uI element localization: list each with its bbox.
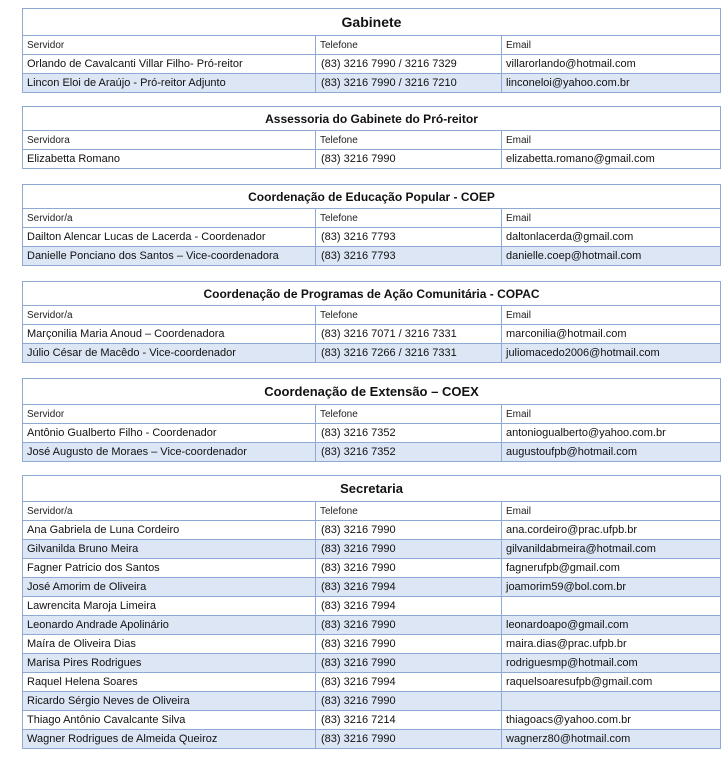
email-cell: marconilia@hotmail.com	[502, 325, 721, 344]
email-cell: antoniogualberto@yahoo.com.br	[502, 424, 721, 443]
name-cell: Júlio César de Macêdo - Vice-coordenador	[23, 344, 316, 363]
table-row	[23, 559, 721, 578]
header-servidor: Servidor/a	[23, 306, 316, 325]
section-title-row	[23, 476, 721, 502]
section-title-row	[23, 185, 721, 209]
section-table-coordenacao-de-extensao-coex	[22, 378, 721, 462]
phone-cell: (83) 3216 7990	[316, 692, 502, 711]
table-row	[23, 150, 721, 169]
section-title-row	[23, 107, 721, 131]
section-title: Coordenação de Educação Popular - COEP	[23, 185, 721, 209]
column-header-row	[23, 36, 721, 55]
name-cell: Danielle Ponciano dos Santos – Vice-coordenadora	[23, 247, 316, 266]
phone-cell: (83) 3216 7990	[316, 730, 502, 749]
name-cell: Maíra de Oliveira Dias	[23, 635, 316, 654]
table-row	[23, 540, 721, 559]
header-telefone: Telefone	[316, 306, 502, 325]
column-header-row	[23, 209, 721, 228]
email-cell: juliomacedo2006@hotmail.com	[502, 344, 721, 363]
phone-cell: (83) 3216 7266 / 3216 7331	[316, 344, 502, 363]
table-row	[23, 635, 721, 654]
section-table-gabinete	[22, 8, 721, 93]
email-cell: villarorlando@hotmail.com	[502, 55, 721, 74]
section-table-assessoria-do-gabinete-do-pro-reitor	[22, 106, 721, 169]
phone-cell: (83) 3216 7990	[316, 559, 502, 578]
email-cell: rodriguesmp@hotmail.com	[502, 654, 721, 673]
header-servidor: Servidor/a	[23, 209, 316, 228]
phone-cell: (83) 3216 7990	[316, 616, 502, 635]
table-row	[23, 344, 721, 363]
phone-cell: (83) 3216 7994	[316, 578, 502, 597]
email-cell: wagnerz80@hotmail.com	[502, 730, 721, 749]
phone-cell: (83) 3216 7214	[316, 711, 502, 730]
header-telefone: Telefone	[316, 209, 502, 228]
phone-cell: (83) 3216 7990	[316, 540, 502, 559]
section-title: Secretaria	[23, 476, 721, 502]
email-cell: linconeloi@yahoo.com.br	[502, 74, 721, 93]
phone-cell: (83) 3216 7990	[316, 635, 502, 654]
email-cell: maira.dias@prac.ufpb.br	[502, 635, 721, 654]
section-title: Coordenação de Extensão – COEX	[23, 379, 721, 405]
email-cell: thiagoacs@yahoo.com.br	[502, 711, 721, 730]
name-cell: Elizabetta Romano	[23, 150, 316, 169]
phone-cell: (83) 3216 7990 / 3216 7329	[316, 55, 502, 74]
table-row	[23, 55, 721, 74]
phone-cell: (83) 3216 7990	[316, 654, 502, 673]
table-row	[23, 616, 721, 635]
name-cell: Lincon Eloi de Araújo - Pró-reitor Adjunto	[23, 74, 316, 93]
table-row	[23, 578, 721, 597]
section-title: Assessoria do Gabinete do Pró-reitor	[23, 107, 721, 131]
table-row	[23, 443, 721, 462]
header-email: Email	[502, 502, 721, 521]
table-row	[23, 424, 721, 443]
email-cell	[502, 597, 721, 616]
table-row	[23, 654, 721, 673]
name-cell: Gilvanilda Bruno Meira	[23, 540, 316, 559]
name-cell: Fagner Patricio dos Santos	[23, 559, 316, 578]
section-table-secretaria	[22, 475, 721, 749]
section-table-coordenacao-de-programas-de-acao-comunitaria-copac	[22, 281, 721, 363]
header-email: Email	[502, 131, 721, 150]
name-cell: Raquel Helena Soares	[23, 673, 316, 692]
email-cell: ana.cordeiro@prac.ufpb.br	[502, 521, 721, 540]
name-cell: Wagner Rodrigues de Almeida Queiroz	[23, 730, 316, 749]
column-header-row	[23, 306, 721, 325]
email-cell	[502, 692, 721, 711]
email-cell: leonardoapo@gmail.com	[502, 616, 721, 635]
header-telefone: Telefone	[316, 131, 502, 150]
phone-cell: (83) 3216 7994	[316, 673, 502, 692]
phone-cell: (83) 3216 7071 / 3216 7331	[316, 325, 502, 344]
section-title-row	[23, 9, 721, 36]
phone-cell: (83) 3216 7990	[316, 150, 502, 169]
email-cell: gilvanildabmeira@hotmail.com	[502, 540, 721, 559]
table-row	[23, 597, 721, 616]
name-cell: Ricardo Sérgio Neves de Oliveira	[23, 692, 316, 711]
section-title-row	[23, 282, 721, 306]
section-title-row	[23, 379, 721, 405]
name-cell: Leonardo Andrade Apolinário	[23, 616, 316, 635]
header-servidor: Servidor/a	[23, 502, 316, 521]
table-row	[23, 325, 721, 344]
section-title: Gabinete	[23, 9, 721, 36]
header-telefone: Telefone	[316, 405, 502, 424]
phone-cell: (83) 3216 7352	[316, 424, 502, 443]
name-cell: Marçonilia Maria Anoud – Coordenadora	[23, 325, 316, 344]
phone-cell: (83) 3216 7990 / 3216 7210	[316, 74, 502, 93]
phone-cell: (83) 3216 7793	[316, 228, 502, 247]
name-cell: Antônio Gualberto Filho - Coordenador	[23, 424, 316, 443]
email-cell: daltonlacerda@gmail.com	[502, 228, 721, 247]
email-cell: joamorim59@bol.com.br	[502, 578, 721, 597]
section-title: Coordenação de Programas de Ação Comunitária - COPAC	[23, 282, 721, 306]
header-servidor: Servidora	[23, 131, 316, 150]
name-cell: Thiago Antônio Cavalcante Silva	[23, 711, 316, 730]
name-cell: Orlando de Cavalcanti Villar Filho- Pró-reitor	[23, 55, 316, 74]
header-telefone: Telefone	[316, 36, 502, 55]
email-cell: fagnerufpb@gmail.com	[502, 559, 721, 578]
column-header-row	[23, 502, 721, 521]
name-cell: Ana Gabriela de Luna Cordeiro	[23, 521, 316, 540]
phone-cell: (83) 3216 7990	[316, 521, 502, 540]
header-email: Email	[502, 306, 721, 325]
name-cell: José Amorim de Oliveira	[23, 578, 316, 597]
email-cell: raquelsoaresufpb@gmail.com	[502, 673, 721, 692]
header-email: Email	[502, 209, 721, 228]
phone-cell: (83) 3216 7793	[316, 247, 502, 266]
column-header-row	[23, 131, 721, 150]
phone-cell: (83) 3216 7994	[316, 597, 502, 616]
table-row	[23, 711, 721, 730]
phone-cell: (83) 3216 7352	[316, 443, 502, 462]
email-cell: elizabetta.romano@gmail.com	[502, 150, 721, 169]
table-row	[23, 74, 721, 93]
table-row	[23, 692, 721, 711]
email-cell: augustoufpb@hotmail.com	[502, 443, 721, 462]
header-servidor: Servidor	[23, 405, 316, 424]
header-servidor: Servidor	[23, 36, 316, 55]
name-cell: José Augusto de Moraes – Vice-coordenador	[23, 443, 316, 462]
table-row	[23, 521, 721, 540]
header-telefone: Telefone	[316, 502, 502, 521]
name-cell: Dailton Alencar Lucas de Lacerda - Coordenador	[23, 228, 316, 247]
email-cell: danielle.coep@hotmail.com	[502, 247, 721, 266]
table-row	[23, 247, 721, 266]
name-cell: Marisa Pires Rodrigues	[23, 654, 316, 673]
header-email: Email	[502, 405, 721, 424]
name-cell: Lawrencita Maroja Limeira	[23, 597, 316, 616]
header-email: Email	[502, 36, 721, 55]
table-row	[23, 228, 721, 247]
section-table-coordenacao-de-educacao-popular-coep	[22, 184, 721, 266]
table-row	[23, 730, 721, 749]
column-header-row	[23, 405, 721, 424]
table-row	[23, 673, 721, 692]
